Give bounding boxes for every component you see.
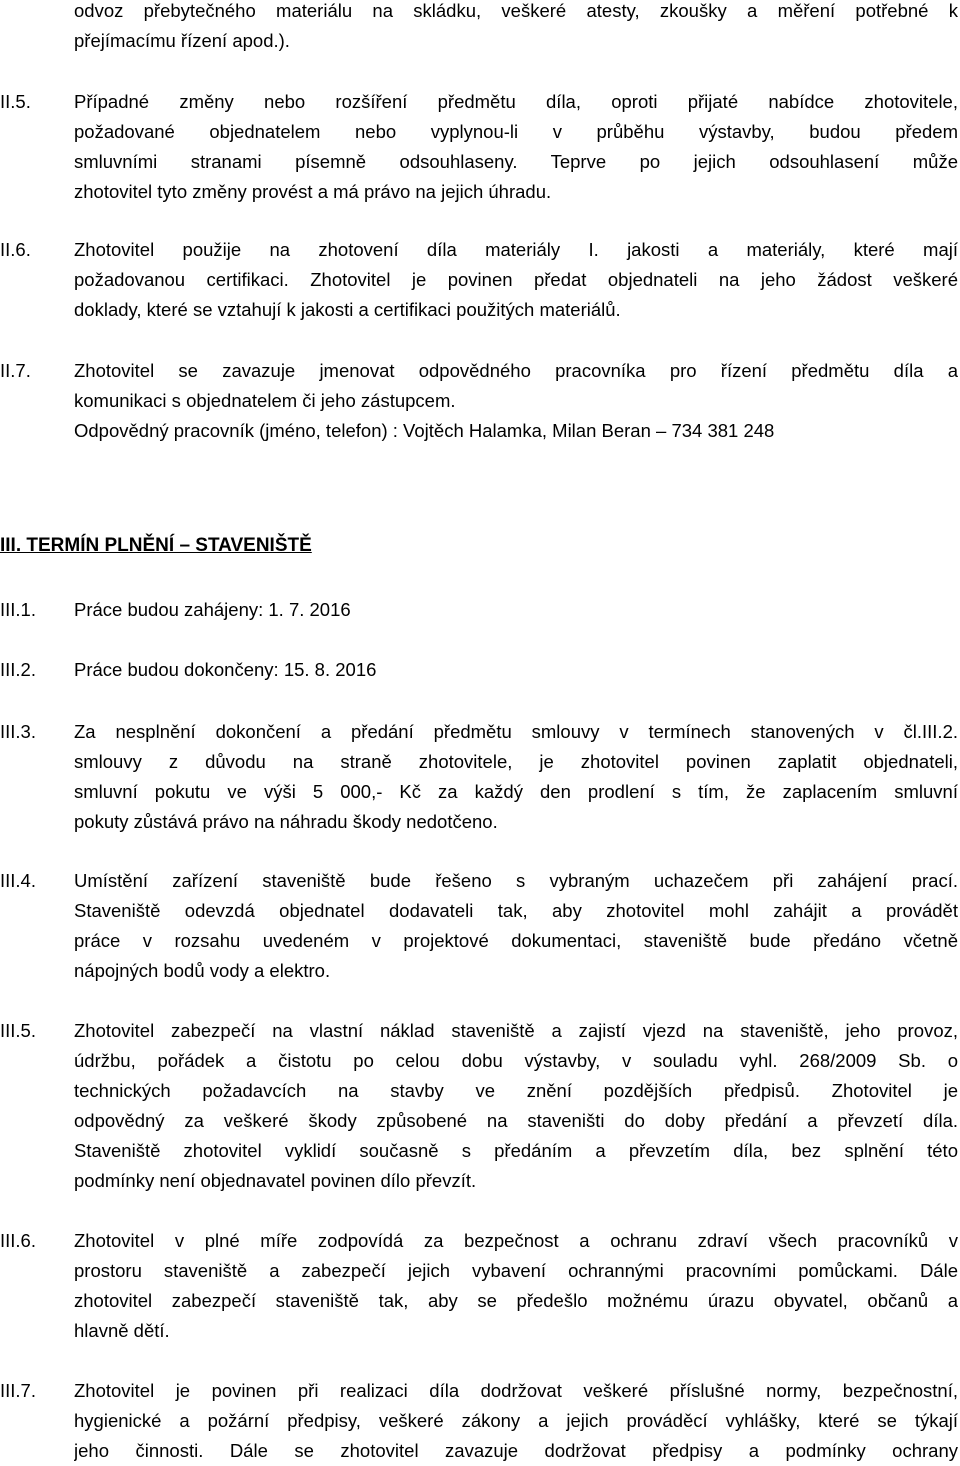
paragraph-text bbox=[74, 1016, 958, 1196]
clause-number: III.6. bbox=[0, 1230, 36, 1251]
clause-number: II.7. bbox=[0, 360, 31, 381]
clause-number: III.4. bbox=[0, 870, 36, 891]
text-line: požadované objednatelem nebo vyplynou-li v průběhu výstavby, budou předem bbox=[74, 121, 958, 142]
text-line: Umístění zařízení staveniště bude řešeno s vybraným uchazečem při zahájení prací. bbox=[74, 870, 958, 891]
clause-number: III.7. bbox=[0, 1380, 36, 1401]
text-line: nápojných bodů vody a elektro. bbox=[74, 960, 331, 981]
clause-text: Práce budou dokončeny: 15. 8. 2016 bbox=[74, 659, 377, 680]
text-line: doklady, které se vztahují k jakosti a certifikaci použitých materiálů. bbox=[74, 299, 621, 320]
text-line: Případné změny nebo rozšíření předmětu díla, oproti přijaté nabídce zhotovitele, bbox=[74, 91, 958, 112]
text-line: prostoru staveniště a zabezpečí jejich vybavení ochrannými pracovními pomůckami. Dále bbox=[74, 1260, 958, 1281]
text-line: zhotovitel tyto změny provést a má právo na jejich úhradu. bbox=[74, 181, 552, 202]
text-line: Zhotovitel použije na zhotovení díla materiály I. jakosti a materiály, které mají bbox=[74, 239, 958, 260]
clause-number: III.3. bbox=[0, 721, 36, 742]
clause-number: III.1. bbox=[0, 599, 36, 620]
paragraph-text bbox=[74, 356, 958, 446]
text-line: požadovanou certifikaci. Zhotovitel je povinen předat objednateli na jeho žádost veškeré bbox=[74, 269, 958, 290]
text-line: smluvními stranami písemně odsouhlaseny. Teprve po jejich odsouhlasení může bbox=[74, 151, 958, 172]
text-line: Zhotovitel zabezpečí na vlastní náklad staveniště a zajistí vjezd na staveniště, jeho provoz, bbox=[74, 1020, 958, 1041]
paragraph-text bbox=[74, 0, 958, 56]
text-line: Staveniště odevzdá objednatel dodavateli tak, aby zhotovitel mohl zahájit a provádět bbox=[74, 900, 958, 921]
text-line: Za nesplnění dokončení a předání předmětu smlouvy v termínech stanovených v čl.III.2. bbox=[74, 721, 958, 742]
clause-text: Práce budou zahájeny: 1. 7. 2016 bbox=[74, 599, 351, 620]
text-line: zhotovitel zabezpečí staveniště tak, aby se předešlo možnému úrazu obyvatel, občanů a bbox=[74, 1290, 958, 1311]
text-line: přejímacímu řízení apod.). bbox=[74, 30, 290, 51]
text-line: údržbu, pořádek a čistotu po celou dobu výstavby, v souladu vyhl. 268/2009 Sb. o bbox=[74, 1050, 958, 1071]
text-line: smlouvy z důvodu na straně zhotovitele, je zhotovitel povinen zaplatit objednateli, bbox=[74, 751, 958, 772]
text-line: Zhotovitel se zavazuje jmenovat odpovědného pracovníka pro řízení předmětu díla a bbox=[74, 360, 958, 381]
text-line: odpovědný za veškeré škody způsobené na staveništi do doby předání a převzetí díla. bbox=[74, 1110, 958, 1131]
text-line: Staveniště zhotovitel vyklidí současně s předáním a převzetím díla, bez splnění této bbox=[74, 1140, 958, 1161]
text-line: komunikaci s objednatelem či jeho zástupcem. bbox=[74, 390, 456, 411]
paragraph-text bbox=[74, 235, 958, 325]
text-line: práce v rozsahu uvedeném v projektové dokumentaci, staveniště bude předáno včetně bbox=[74, 930, 958, 951]
clause-number: II.5. bbox=[0, 91, 31, 112]
text-line: hygienické a požární předpisy, veškeré zákony a jejich prováděcí vyhlášky, které se týkají bbox=[74, 1410, 958, 1431]
clause-number: II.6. bbox=[0, 239, 31, 260]
paragraph-text bbox=[74, 717, 958, 837]
text-line: Zhotovitel je povinen při realizaci díla dodržovat veškeré příslušné normy, bezpečnostní, bbox=[74, 1380, 958, 1401]
text-line: smluvní pokutu ve výši 5 000,- Kč za každý den prodlení s tím, že zaplacením smluvní bbox=[74, 781, 958, 802]
text-line: Odpovědný pracovník (jméno, telefon) : Vojtěch Halamka, Milan Beran – 734 381 248 bbox=[74, 420, 775, 441]
text-line: Zhotovitel v plné míře zodpovídá za bezpečnost a ochranu zdraví všech pracovníků v bbox=[74, 1230, 958, 1251]
clause-number: III.2. bbox=[0, 659, 36, 680]
clause-number: III.5. bbox=[0, 1020, 36, 1041]
section-heading: III. TERMÍN PLNĚNÍ – STAVENIŠTĚ bbox=[0, 535, 312, 556]
paragraph-text bbox=[74, 87, 958, 207]
text-line: technických požadavcích na stavby ve znění pozdějších předpisů. Zhotovitel je bbox=[74, 1080, 958, 1101]
text-line: pokuty zůstává právo na náhradu škody nedotčeno. bbox=[74, 811, 498, 832]
paragraph-text bbox=[74, 866, 958, 986]
text-line: odvoz přebytečného materiálu na skládku, veškeré atesty, zkoušky a měření potřebné k bbox=[74, 0, 958, 21]
text-line: hlavně dětí. bbox=[74, 1320, 170, 1341]
text-line: jeho činnosti. Dále se zhotovitel zavazuje dodržovat předpisy a podmínky ochrany bbox=[74, 1440, 958, 1461]
paragraph-text bbox=[74, 1376, 958, 1466]
paragraph-text bbox=[74, 1226, 958, 1346]
text-line: podmínky není objednavatel povinen dílo převzít. bbox=[74, 1170, 477, 1191]
